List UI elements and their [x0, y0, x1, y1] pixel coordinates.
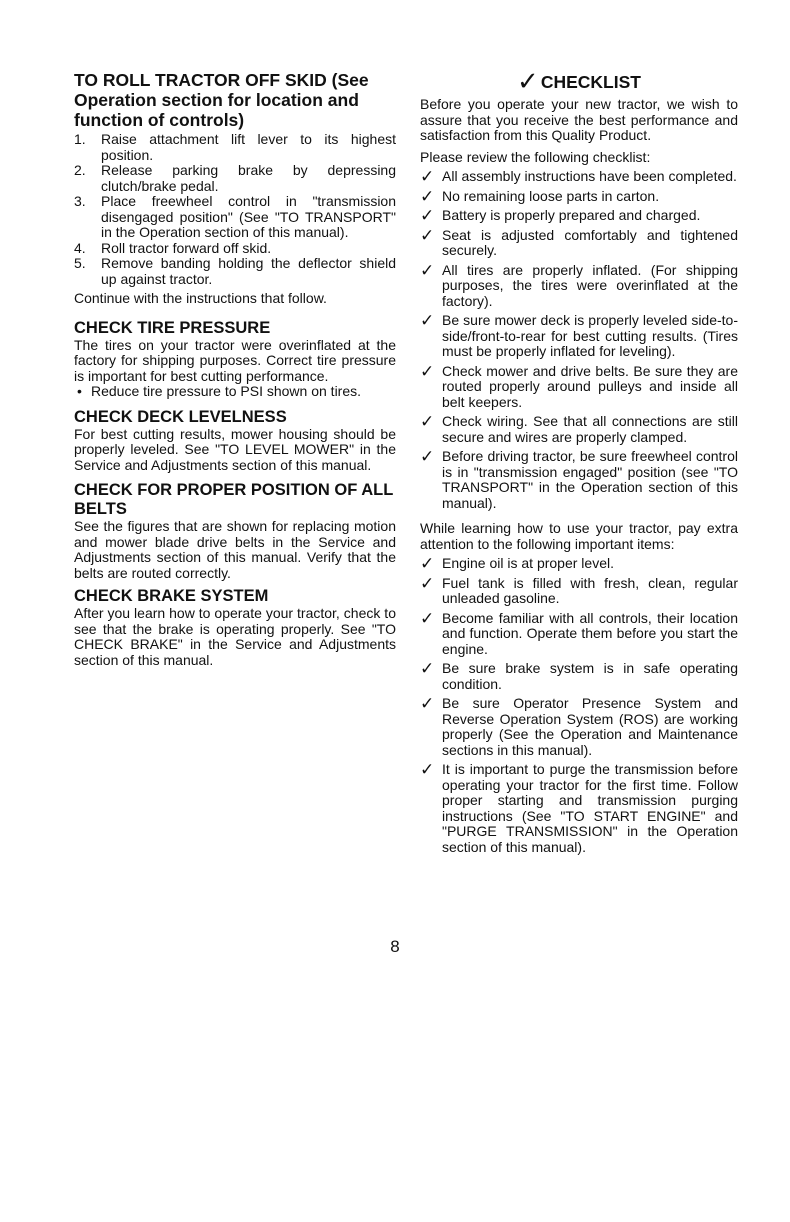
step-number: 4. — [74, 239, 86, 256]
check-icon: ✓ — [420, 186, 435, 206]
roll-continue-text: Continue with the instructions that follow. — [74, 290, 327, 306]
step-number: 1. — [74, 131, 86, 147]
check-icon: ✓ — [420, 260, 435, 280]
check-icon: ✓ — [420, 412, 435, 431]
check-icon: ✓ — [420, 361, 435, 381]
bullet-text: Reduce tire pressure to PSI shown on tires. — [91, 383, 362, 399]
checklist-review: Please review the following checklist: — [420, 148, 651, 165]
check-item-text: All assembly instructions have been completed. — [442, 168, 737, 184]
list-item — [420, 762, 738, 855]
list-item — [74, 163, 396, 194]
check-item-text: Become familiar with all controls, their location and function. Operate them before you start the engine. — [442, 609, 738, 657]
list-item — [420, 556, 738, 572]
check-icon: ✓ — [420, 311, 435, 330]
check-item-text: All tires are properly inflated. (For shipping purposes, the tires were overinflated at the factory). — [442, 261, 738, 309]
list-item — [420, 260, 738, 310]
checklist-heading — [420, 66, 738, 96]
check-item-text: Be sure mower deck is properly leveled side-to-side/front-to-rear for best cutting results. (Tires must be properly inflated for leveling). — [442, 312, 738, 359]
check-item-text: No remaining loose parts in carton. — [442, 187, 660, 204]
step-text: Release parking brake by depressing clutch/brake pedal. — [101, 162, 396, 194]
belts-text: See the figures that are shown for replacing motion and mower blade drive belts in the Service and Adjustments section of this manual. Verify that the belts are routed correctly. — [74, 518, 396, 581]
check-icon: ✓ — [420, 167, 435, 186]
check-item-text: Be sure brake system is in safe operating condition. — [442, 660, 738, 692]
check-icon: ✓ — [420, 659, 435, 678]
check-icon: ✓ — [420, 206, 435, 225]
list-item — [74, 194, 396, 241]
right-column — [420, 66, 738, 859]
checklist-items — [420, 169, 738, 511]
check-item-text: Battery is properly prepared and charged. — [442, 207, 701, 223]
check-item-text: Check wiring. See that all connections are still secure and wires are properly clamped. — [442, 413, 738, 445]
list-item — [420, 186, 738, 206]
brake-system-heading: CHECK BRAKE SYSTEM — [74, 587, 269, 605]
step-text: Raise attachment lift lever to its highest position. — [101, 131, 396, 163]
list-item — [420, 696, 738, 758]
tire-pressure-bullet — [74, 384, 396, 400]
learning-intro: While learning how to use your tractor, pay extra attention to the following important items: — [420, 520, 738, 552]
list-item — [74, 132, 396, 163]
deck-levelness-heading: CHECK DECK LEVELNESS — [74, 407, 287, 426]
step-text: Place freewheel control in "transmission disengaged position" (See "TO TRANSPORT" in the Operation section of this manual). — [101, 193, 396, 240]
list-item — [420, 169, 738, 185]
list-item — [74, 256, 396, 287]
learning-items — [420, 556, 738, 855]
checklist-heading-text: CHECKLIST — [540, 72, 641, 92]
list-item — [420, 208, 738, 224]
list-item — [420, 661, 738, 692]
step-text: Remove banding holding the deflector shield up against tractor. — [101, 255, 396, 287]
check-icon: ✓ — [420, 608, 435, 628]
check-icon: ✓ — [420, 573, 435, 593]
tire-pressure-text: The tires on your tractor were overinflated at the factory for shipping purposes. Correct tire pressure is important for best cutting performance. — [74, 336, 396, 384]
list-item — [420, 573, 738, 607]
brake-system-text: After you learn how to operate your tractor, check to see that the brake is operating properly. See "TO CHECK BRAKE" in the Service and Adjustments section of this manual. — [74, 605, 396, 668]
check-item-text: It is important to purge the transmission before operating your tractor for the first time. Follow proper starting and transmission purging instructions (See "TO START ENGINE" and "PURGE TRANSMISSION" in the Operation section of this manual). — [442, 761, 738, 855]
belts-heading: CHECK FOR PROPER POSITION OF ALL BELTS — [74, 481, 394, 518]
check-icon: ✓ — [420, 554, 435, 573]
checklist-intro: Before you operate your new tractor, we wish to assure that you receive the best performance and satisfaction from this Quality Product. — [420, 96, 738, 143]
step-number: 2. — [74, 162, 86, 178]
list-item — [420, 449, 738, 511]
left-column — [74, 70, 396, 668]
roll-tractor-heading: TO ROLL TRACTOR OFF SKID (See Operation section for location and function of controls) — [74, 70, 369, 130]
list-item — [74, 241, 396, 257]
check-item-text: Be sure Operator Presence System and Reverse Operation System (ROS) are working properly (See the Operation and Maintenance sections in this manual). — [442, 695, 738, 758]
list-item — [420, 225, 738, 259]
check-icon: ✓ — [420, 760, 435, 779]
deck-levelness-text: For best cutting results, mower housing should be properly leveled. See "TO LEVEL MOWER" in the Service and Adjustments section of this manual. — [74, 425, 396, 473]
roll-steps-list — [74, 132, 396, 287]
check-item-text: Seat is adjusted comfortably and tightened securely. — [442, 226, 738, 258]
list-item — [420, 414, 738, 445]
check-item-text: Before driving tractor, be sure freewheel control is in "transmission engaged" position (see "TO TRANSPORT" in the Operation section of this manual). — [442, 448, 738, 511]
step-text: Roll tractor forward off skid. — [101, 239, 272, 256]
bullet-icon: • — [77, 383, 82, 399]
check-icon: ✓ — [420, 694, 435, 713]
list-item — [420, 361, 738, 411]
list-item — [420, 313, 738, 360]
check-item-text: Check mower and drive belts. Be sure they are routed properly around pulleys and inside all belt keepers. — [442, 362, 738, 410]
page-number: 8 — [390, 937, 400, 956]
step-number: 3. — [74, 193, 86, 209]
list-item — [420, 608, 738, 658]
check-item-text: Fuel tank is filled with fresh, clean, regular unleaded gasoline. — [442, 574, 738, 606]
check-icon: ✓ — [420, 447, 435, 466]
step-number: 5. — [74, 255, 86, 271]
check-icon: ✓ — [420, 225, 435, 245]
tire-pressure-heading: CHECK TIRE PRESSURE — [74, 318, 271, 337]
check-item-text: Engine oil is at proper level. — [442, 555, 614, 571]
check-icon: ✓ — [517, 66, 539, 96]
